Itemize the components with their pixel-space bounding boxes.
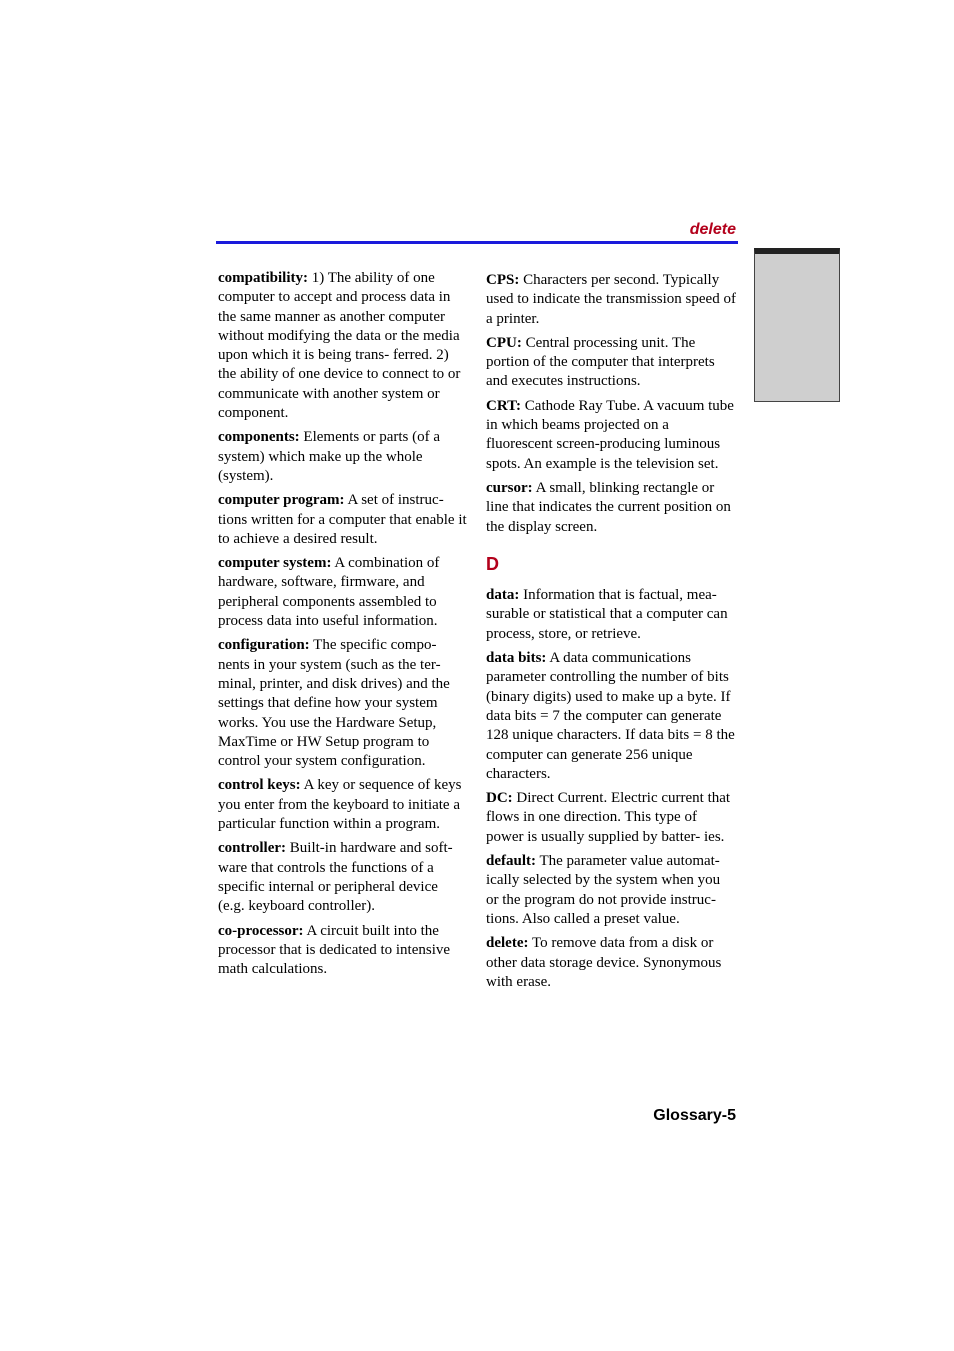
running-header: delete (689, 221, 736, 238)
glossary-term: computer program: (218, 492, 345, 509)
glossary-term: controller: (218, 840, 287, 857)
glossary-definition: A key or sequence of keys you enter from the keyboard to initiate a particular function within a program. (218, 777, 462, 833)
glossary-entry (486, 479, 736, 537)
right-column (486, 271, 736, 997)
glossary-definition: 1) The ability of one computer to accept and process data in the same manner as another computer without modifying the data or the media upon which it is being trans- ferred. 2) the ability of one device to connect to or communicate with another system or component. (218, 270, 461, 422)
glossary-entry (218, 428, 468, 486)
glossary-definition: A circuit built into the processor that is dedicated to intensive math calculations. (218, 922, 451, 978)
glossary-entry (486, 789, 736, 847)
glossary-definition: Characters per second. Typically used to indicate the transmission speed of a printer. (486, 272, 736, 327)
glossary-term: control keys: (218, 777, 301, 794)
page-number: Glossary-5 (653, 1107, 736, 1124)
glossary-term: CPS: (486, 272, 520, 288)
glossary-entry (218, 839, 468, 916)
glossary-term: compatibility: (218, 270, 308, 286)
glossary-entry (218, 269, 468, 423)
glossary-definition: Elements or parts (of a system) which make up the whole (system). (218, 429, 441, 484)
glossary-term: cursor: (486, 479, 533, 496)
glossary-entry (218, 922, 468, 980)
section-letter-heading: D (486, 553, 499, 574)
glossary-term: computer system: (218, 555, 332, 572)
glossary-entry (218, 491, 468, 549)
glossary-definition: A combination of hardware, software, firmware, and peripheral components assembled to process data into useful information. (218, 555, 440, 630)
glossary-term: CPU: (486, 334, 522, 351)
glossary-definition: Central processing unit. The portion of the computer that interprets and executes instructions. (486, 334, 715, 390)
glossary-term: components: (218, 429, 300, 446)
glossary-entry (218, 636, 468, 771)
left-column (218, 269, 468, 984)
glossary-term: data: (486, 587, 520, 604)
glossary-entry (486, 852, 736, 929)
glossary-entry (486, 586, 736, 644)
glossary-definition: Direct Current. Electric current that flows in one direction. This type of power is usually supplied by batter- ies. (486, 790, 731, 845)
glossary-term: default: (486, 853, 536, 870)
chapter-thumb-tab (754, 248, 840, 402)
glossary-entry (486, 271, 736, 329)
glossary-entry (486, 649, 736, 784)
glossary-definition: The parameter value automat- ically selected by the system when you or the program do not provide instruc- tions. Also called a preset value. (486, 853, 721, 927)
glossary-definition: A set of instruc- tions written for a computer that enable it to achieve a desired result. (218, 492, 467, 547)
glossary-entry (486, 334, 736, 392)
glossary-entry (486, 934, 736, 992)
glossary-term: co-processor: (218, 922, 304, 939)
glossary-entry (218, 554, 468, 631)
glossary-definition: Information that is factual, mea- surable or statistical that a computer can process, store, or retrieve. (486, 587, 728, 642)
glossary-definition: A data communications parameter controlling the number of bits (binary digits) used to make up a byte. If data bits = 7 the computer can generate 128 unique characters. If data bits = 8 the computer can generate 256 unique characters. (486, 650, 735, 782)
glossary-term: DC: (486, 790, 513, 807)
glossary-term: delete: (486, 935, 529, 952)
glossary-definition: A small, blinking rectangle or line that indicates the current position on the display screen. (486, 479, 731, 535)
glossary-definition: Built-in hardware and soft- ware that controls the functions of a specific internal or peripheral device (e.g. keyboard controller). (218, 840, 453, 915)
glossary-entry (486, 397, 736, 474)
glossary-entry (218, 776, 468, 834)
glossary-term: CRT: (486, 397, 522, 414)
glossary-definition: To remove data from a disk or other data storage device. Synonymous with erase. (486, 935, 722, 990)
header-rule (216, 241, 738, 244)
glossary-definition: The specific compo- nents in your system (such as the ter- minal, printer, and disk drives) and the settings that define how your system works. You use the Hardware Setup, MaxTime or HW Setup program to control your system configuration. (218, 637, 450, 770)
glossary-definition: Cathode Ray Tube. A vacuum tube in which beams projected on a fluorescent screen-producing luminous spots. An example is the television set. (486, 397, 734, 472)
glossary-term: configuration: (218, 637, 310, 654)
glossary-term: data bits: (486, 650, 547, 667)
